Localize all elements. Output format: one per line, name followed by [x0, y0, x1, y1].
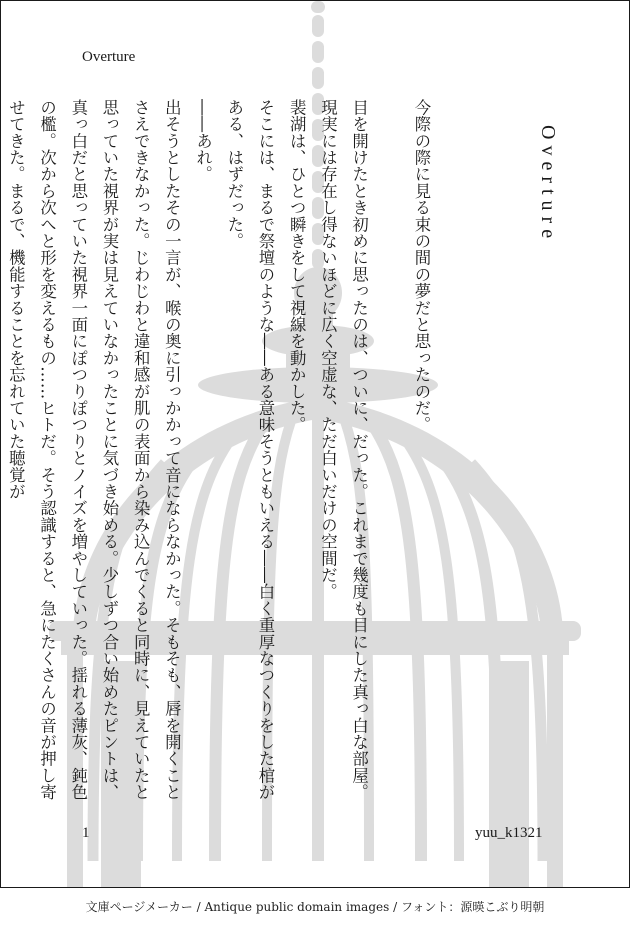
chapter-body [0, 99, 437, 804]
paragraph: 出そうとしたその一言が、喉の奥に引っかかって音にならなかった。そもそも、唇を開くことさえできなかった。じわじわと違和感が肌の表面から染み込んでくると同時に、見えていたと思っていた視界が実は見えていなかったことに気づき始める。少しずつ合い始めたピントは、真っ白だと思っていた視界一面にぽつりぽつりとノイズを増やしていった。揺れる薄灰、鈍色の檻。次から次へと形を変えるもの……ヒトだ。そう認識すると、急にたくさんの音が押し寄せてきた。まるで、機能することを忘れていた聴覚が [6, 99, 182, 801]
lead-sentence: 今際の際に見る束の間の夢だと思ったのだ。 [412, 99, 431, 433]
chapter-title: Overture [537, 125, 559, 245]
body-line [375, 99, 406, 804]
page-number: 1 [82, 825, 90, 841]
running-header: Overture [82, 49, 136, 65]
paragraph: ――あれ。 [193, 99, 213, 183]
paragraph: そこには、まるで祭壇のような――ある意味そうともいえる――白く重厚なつくりをした棺がある、はずだった。 [224, 99, 275, 801]
paragraph: 目を開けたとき初めに思ったのは、ついに、だった。これまで幾度も目にした真っ白な部屋。現実には存在し得ないほどに広く空虚な、ただ白いだけの空間だ。 [318, 99, 369, 801]
credit-line: 文庫ページメーカー / Antique public domain images / フォント：源暎こぶり明朝 [85, 900, 545, 914]
paragraph: 裴湖は、ひとつ瞬きをして視線を動かした。 [287, 99, 307, 433]
author-handle: yuu_k1321 [475, 825, 543, 841]
